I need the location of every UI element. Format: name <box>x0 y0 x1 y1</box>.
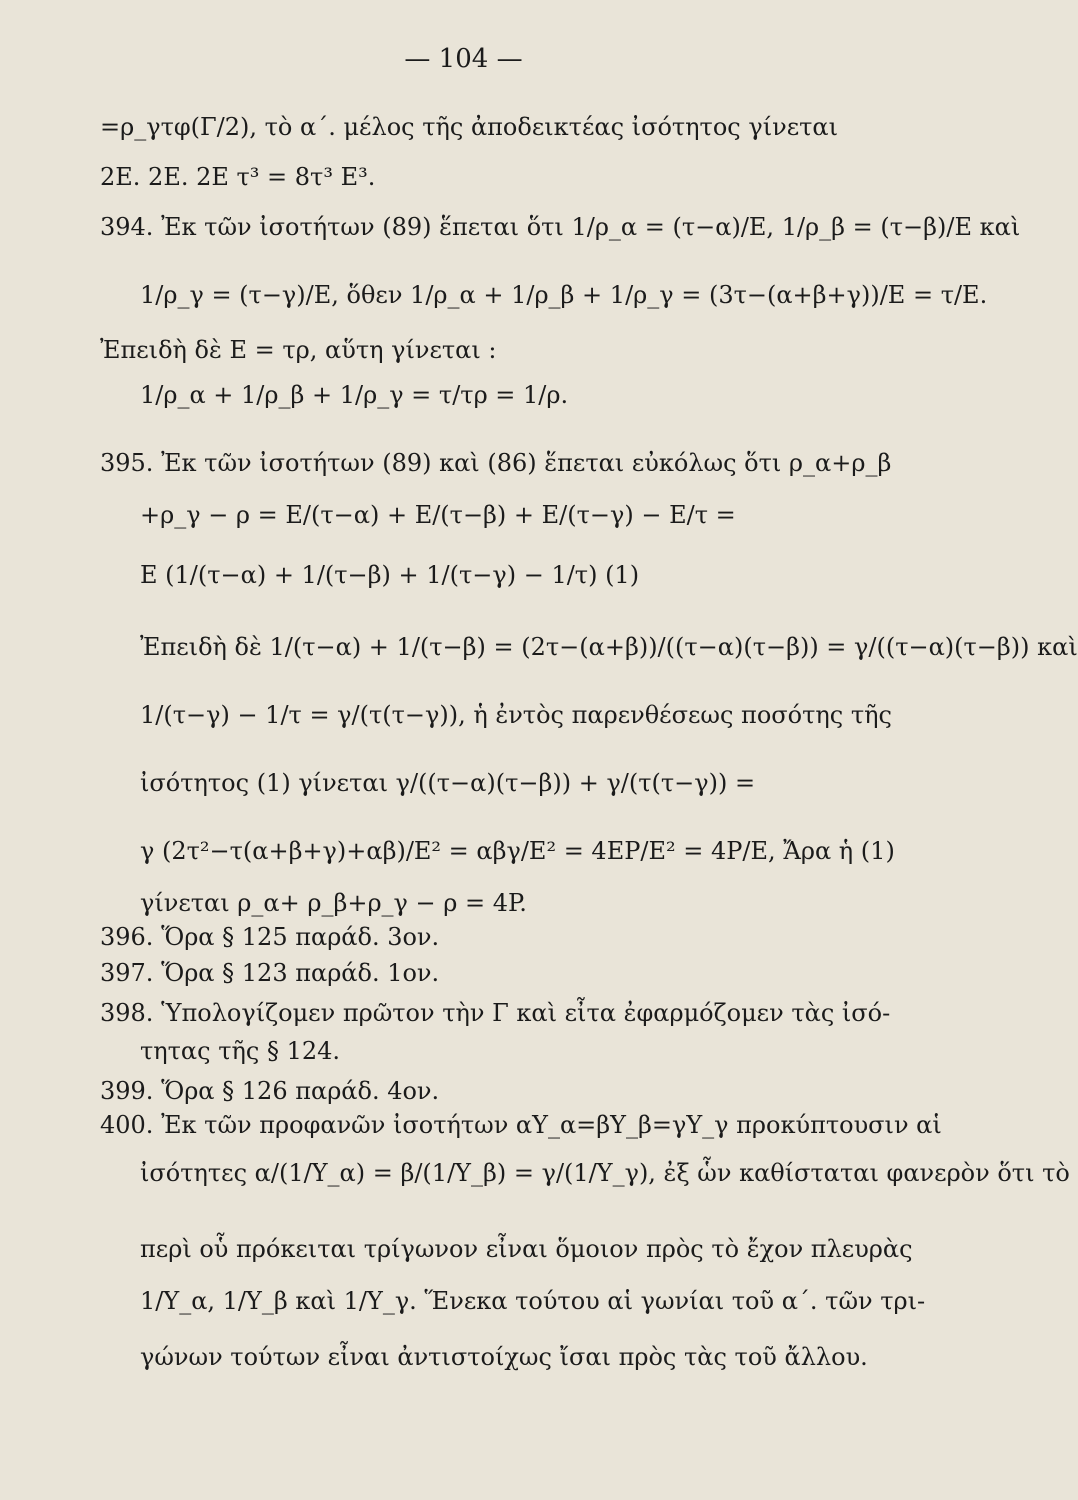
text-line-18: τητας τῆς § 124. <box>140 1037 341 1065</box>
exercise-396-line: 396. Ὅρα § 125 παράδ. 3ον. <box>100 923 440 951</box>
text-line-23: 1/Υ_α, 1/Υ_β καὶ 1/Υ_γ. Ἕνεκα τούτου αἱ γωνίαι τοῦ α΄. τῶν τρι- <box>140 1287 926 1315</box>
exercise-400-line: 400. Ἐκ τῶν προφανῶν ἰσοτήτων αΥ_α=βΥ_β=γΥ_γ προκύπτουσιν αἱ <box>100 1111 942 1139</box>
exercise-395-line: 395. Ἐκ τῶν ἰσοτήτων (89) καὶ (86) ἕπεται εὐκόλως ὅτι ρ_α+ρ_β <box>100 449 892 477</box>
text-line-12: ἰσότητος (1) γίνεται γ/((τ−α)(τ−β)) + γ/(τ(τ−γ)) = <box>140 769 756 797</box>
exercise-394-line: 394. Ἐκ τῶν ἰσοτήτων (89) ἕπεται ὅτι 1/ρ_α = (τ−α)/E, 1/ρ_β = (τ−β)/E καὶ <box>100 213 1021 241</box>
text-line-24: γώνων τούτων εἶναι ἀντιστοίχως ἴσαι πρὸς τὰς τοῦ ἄλλου. <box>140 1343 868 1371</box>
text-line-4: 1/ρ_γ = (τ−γ)/E, ὅθεν 1/ρ_α + 1/ρ_β + 1/ρ_γ = (3τ−(α+β+γ))/E = τ/E. <box>140 281 988 309</box>
text-line-13: γ (2τ²−τ(α+β+γ)+αβ)/E² = αβγ/E² = 4EP/E² = 4P/E, Ἄρα ἡ (1) <box>140 837 895 865</box>
page-number: — 104 — <box>404 44 523 74</box>
text-line-21: ἰσότητες α/(1/Υ_α) = β/(1/Υ_β) = γ/(1/Υ_γ), ἐξ ὧν καθίσταται φανερὸν ὅτι τὸ <box>140 1159 1070 1187</box>
exercise-397-line: 397. Ὅρα § 123 παράδ. 1ον. <box>100 959 440 987</box>
text-line-6: 1/ρ_α + 1/ρ_β + 1/ρ_γ = τ/τρ = 1/ρ. <box>140 381 569 409</box>
text-line-9: E (1/(τ−α) + 1/(τ−β) + 1/(τ−γ) − 1/τ) (1) <box>140 561 640 589</box>
text-line-5: Ἐπειδὴ δὲ E = τρ, αὕτη γίνεται : <box>100 336 497 364</box>
text-line-8: +ρ_γ − ρ = E/(τ−α) + E/(τ−β) + E/(τ−γ) − E/τ = <box>140 501 736 529</box>
text-line-11: 1/(τ−γ) − 1/τ = γ/(τ(τ−γ)), ἡ ἐντὸς παρενθέσεως ποσότης τῆς <box>140 701 892 729</box>
text-line-22: περὶ οὗ πρόκειται τρίγωνον εἶναι ὅμοιον πρὸς τὸ ἔχον πλευρὰς <box>140 1235 913 1263</box>
text-line-1: =ρ_γτφ(Γ/2), τὸ α΄. μέλος τῆς ἀποδεικτέας ἰσότητος γίνεται <box>100 113 839 141</box>
text-line-14: γίνεται ρ_α+ ρ_β+ρ_γ − ρ = 4P. <box>140 889 527 917</box>
text-line-10: Ἐπειδὴ δὲ 1/(τ−α) + 1/(τ−β) = (2τ−(α+β))/((τ−α)(τ−β)) = γ/((τ−α)(τ−β)) καὶ <box>140 633 1078 661</box>
exercise-399-line: 399. Ὅρα § 126 παράδ. 4ον. <box>100 1077 440 1105</box>
exercise-398-line: 398. Ὑπολογίζομεν πρῶτον τὴν Γ καὶ εἶτα ἐφαρμόζομεν τὰς ἰσό- <box>100 999 891 1027</box>
text-line-2: 2E. 2E. 2E τ³ = 8τ³ E³. <box>100 163 376 191</box>
